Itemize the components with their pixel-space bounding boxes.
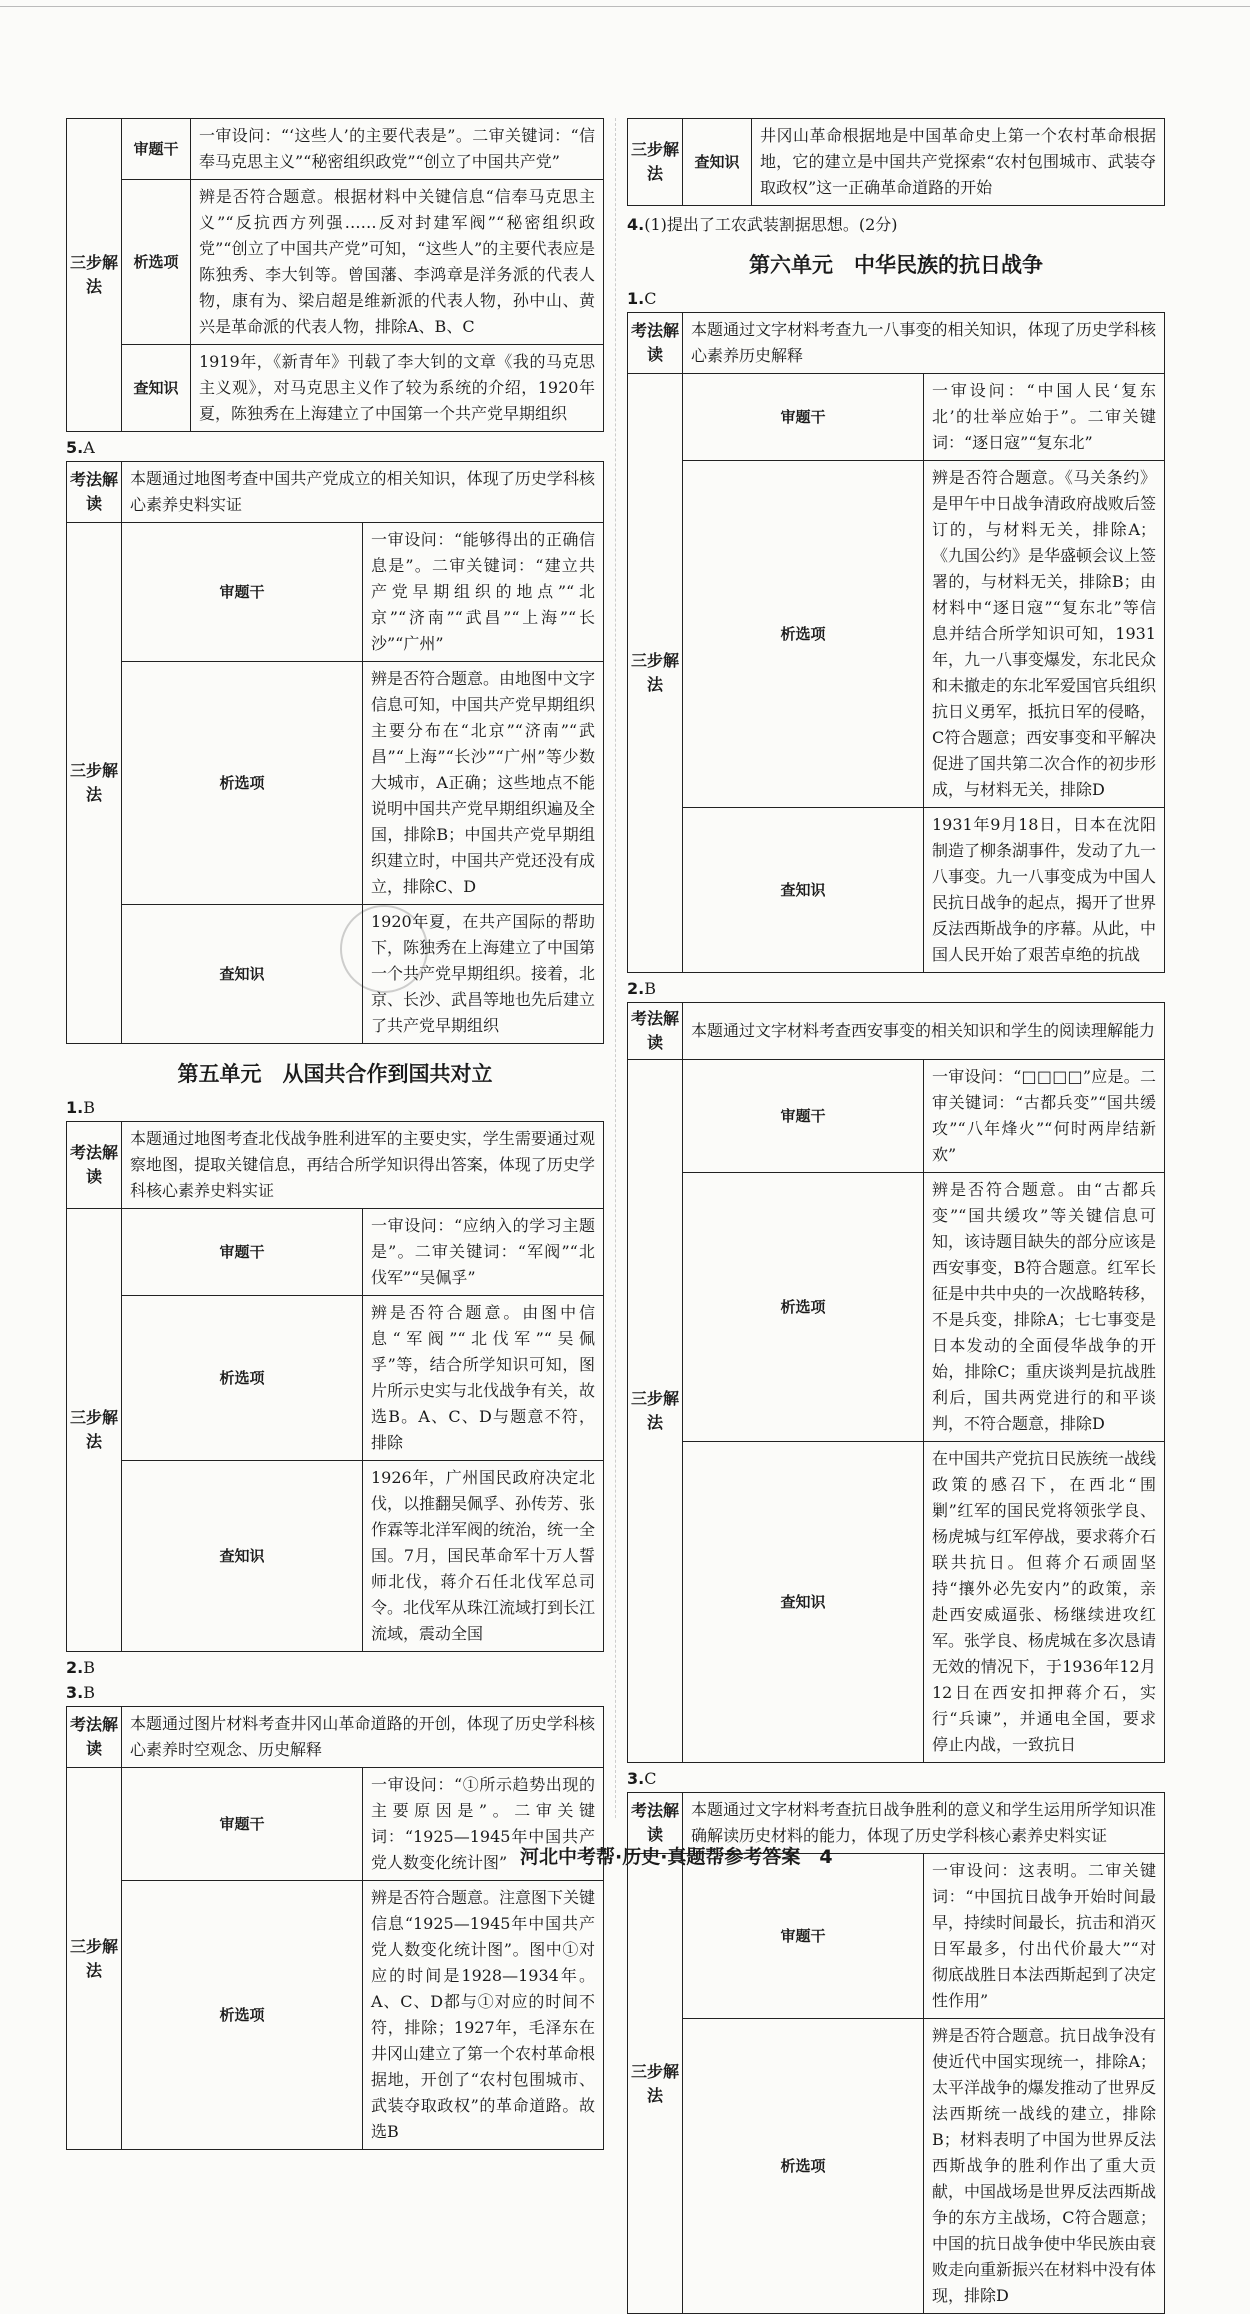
u5-q2-answer (66, 1658, 604, 1677)
u6-q1-answer-letter: C (644, 289, 657, 308)
step-label: 三步解法 (628, 1060, 683, 1763)
xuanxiang-label: 析选项 (122, 662, 363, 905)
xuanxiang-label: 析选项 (122, 180, 191, 345)
zhishi-text: 1926年，广州国民政府决定北伐，以推翻吴佩孚、孙传芳、张作霖等北洋军阀的统治，统一全国。7月，国民革命军十万人誓师北伐，蒋介石任北伐军总司令。北伐军从珠江流域打到长江流域，震动全国 (363, 1461, 604, 1652)
shentigan-label: 审题干 (683, 374, 924, 461)
step-label: 三步解法 (67, 523, 122, 1044)
shentigan-text: 一审设问：“①所示趋势出现的主要原因是”。二审关键词：“1925—1945年中国共产党人数变化统计图” (363, 1768, 604, 1881)
shentigan-label: 审题干 (122, 523, 363, 662)
kaofa-text: 本题通过文字材料考查抗日战争胜利的意义和学生运用所学知识准确解读历史材料的能力，体现了历史学科核心素养史料实证 (683, 1793, 1165, 1854)
u5-q3-answer (66, 1683, 604, 1702)
kaofa-text: 本题通过文字材料考查西安事变的相关知识和学生的阅读理解能力 (683, 1003, 1165, 1060)
q5-analysis-table (66, 461, 604, 1044)
u6-q2-answer (627, 979, 1165, 998)
q5-answer-letter: A (83, 438, 95, 457)
xuanxiang-text: 辨是否符合题意。抗日战争没有使近代中国实现统一，排除A；太平洋战争的爆发推动了世界反法西斯统一战线的建立，排除B；材料表明了中国为世界反法西斯战争的胜利作出了重大贡献，中国战场是世界反法西斯战争的东方主战场，C符合题意；中国的抗日战争使中华民族由衰败走向重新振兴在材料中没有体现，排除D (924, 2019, 1165, 2314)
u6-q2-analysis-table (627, 1002, 1165, 1763)
kaofa-text: 本题通过地图考查北伐战争胜利进军的主要史实，学生需要通过观察地图，提取关键信息，再结合所学知识得出答案，体现了历史学科核心素养史料实证 (122, 1122, 604, 1209)
q5-answer (66, 438, 604, 457)
u6-q1-answer (627, 289, 1165, 308)
shentigan-text: 一审设问：“‘这些人’的主要代表是”。二审关键词：“信奉马克思主义”“秘密组织政党”“创立了中国共产党” (191, 119, 604, 180)
u5-q1-answer-letter: B (83, 1098, 95, 1117)
u6-q1-number: 1. (627, 289, 645, 308)
xuanxiang-text: 辨是否符合题意。根据材料中关键信息“信奉马克思主义”“反抗西方列强……反对封建军阀”“秘密组织政党”“创立了中国共产党”可知，“这些人”的主要代表应是陈独秀、李大钊等。曾国藩、李鸿章是洋务派的代表人物，康有为、梁启超是维新派的代表人物，孙中山、黄兴是革命派的代表人物，排除A、B、C (191, 180, 604, 345)
zhishi-text: 井冈山革命根据地是中国革命史上第一个农村革命根据地，它的建立是中国共产党探索“农村包围城市、武装夺取政权”这一正确革命道路的开始 (752, 119, 1165, 206)
shentigan-label: 审题干 (122, 1768, 363, 1881)
u5-q2-answer-letter: B (83, 1658, 95, 1677)
xuanxiang-text: 辨是否符合题意。由图中信息“军阀”“北伐军”“吴佩孚”等，结合所学知识可知，图片所示史实与北伐战争有关，故选B。A、C、D与题意不符，排除 (363, 1296, 604, 1461)
u5-q2-number: 2. (66, 1658, 84, 1677)
zhishi-label: 查知识 (122, 905, 363, 1044)
unit5-title: 第五单元 从国共合作到国共对立 (177, 1062, 493, 1086)
u6-q3-answer (627, 1769, 1165, 1788)
kaofa-label: 考法解读 (67, 1122, 122, 1209)
kaofa-label: 考法解读 (67, 1707, 122, 1768)
step-label: 三步解法 (628, 374, 683, 973)
zhishi-label: 查知识 (683, 1442, 924, 1763)
shentigan-text: 一审设问：“中国人民‘复东北’的壮举应始于”。二审关键词：“逐日寇”“复东北” (924, 374, 1165, 461)
kaofa-label: 考法解读 (628, 313, 683, 374)
zhishi-text: 1920年夏，在共产国际的帮助下，陈独秀在上海建立了中国第一个共产党早期组织。接着，北京、长沙、武昌等地也先后建立了共产党早期组织 (363, 905, 604, 1044)
kaofa-label: 考法解读 (67, 462, 122, 523)
xuanxiang-label: 析选项 (122, 1296, 363, 1461)
kaofa-label: 考法解读 (628, 1003, 683, 1060)
xuanxiang-text: 辨是否符合题意。由地图中文字信息可知，中国共产党早期组织主要分布在“北京”“济南”“武昌”“上海”“长沙”“广州”等少数大城市，A正确；这些地点不能说明中国共产党早期组织遍及全国，排除B；中国共产党早期组织建立时，中国共产党还没有成立，排除C、D (363, 662, 604, 905)
zhishi-label: 查知识 (122, 345, 191, 432)
xuanxiang-label: 析选项 (122, 1881, 363, 2150)
step-label: 三步解法 (628, 119, 683, 206)
u5-q1-answer (66, 1098, 604, 1117)
u5-q1-analysis-table (66, 1121, 604, 1652)
shentigan-text: 一审设问：“能够得出的正确信息是”。二审关键词：“建立共产党早期组织的地点”“北京”“济南”“武昌”“上海”“长沙”“广州” (363, 523, 604, 662)
zhishi-label: 查知识 (122, 1461, 363, 1652)
zhishi-text: 在中国共产党抗日民族统一战线政策的感召下，在西北“围剿”红军的国民党将领张学良、杨虎城与红军停战，要求蒋介石联共抗日。但蒋介石顽固坚持“攘外必先安内”的政策，亲赴西安威逼张、杨继续进攻红军。张学良、杨虎城在多次恳请无效的情况下，于1936年12月12日在西安扣押蒋介石，实行“兵谏”，并通电全国，要求停止内战，一致抗日 (924, 1442, 1165, 1763)
u5-q3-number: 3. (66, 1683, 84, 1702)
shentigan-label: 审题干 (683, 1854, 924, 2019)
kaofa-label: 考法解读 (628, 1793, 683, 1854)
q5-number: 5. (66, 438, 84, 457)
step-label: 三步解法 (628, 1854, 683, 2314)
xuanxiang-text: 辨是否符合题意。注意图下关键信息“1925—1945年中国共产党人数变化统计图”。图中①对应的时间是1928—1934年。A、C、D都与①对应的时间不符，排除；1927年，毛泽东在井冈山建立了第一个农村革命根据地，开创了“农村包围城市、武装夺取政权”的革命道路。故选B (363, 1881, 604, 2150)
u6-q3-number: 3. (627, 1769, 645, 1788)
zhishi-label: 查知识 (683, 119, 752, 206)
unit6-title: 第六单元 中华民族的抗日战争 (749, 253, 1043, 277)
xuanxiang-label: 析选项 (683, 1173, 924, 1442)
step-label: 三步解法 (67, 1209, 122, 1652)
step-label: 三步解法 (67, 1768, 122, 2150)
shentigan-label: 审题干 (122, 1209, 363, 1296)
q4-number: 4. (627, 215, 645, 234)
q4-answer-text: (1)提出了工农武装割据思想。(2分) (644, 215, 898, 234)
shentigan-text: 一审设问：这表明。二审关键词：“中国抗日战争开始时间最早，持续时间最长，抗击和消灭日军最多，付出代价最大”“对彻底战胜日本法西斯起到了决定性作用” (924, 1854, 1165, 2019)
u6-q2-answer-letter: B (644, 979, 656, 998)
page-footer: 河北中考帮·历史·真题帮参考答案 4 (520, 1846, 833, 1868)
kaofa-text: 本题通过文字材料考查九一八事变的相关知识，体现了历史学科核心素养历史解释 (683, 313, 1165, 374)
kaofa-text: 本题通过地图考查中国共产党成立的相关知识，体现了历史学科核心素养史料实证 (122, 462, 604, 523)
xuanxiang-label: 析选项 (683, 2019, 924, 2314)
q4-answer (627, 212, 1165, 235)
xuanxiang-label: 析选项 (683, 461, 924, 808)
u5-q1-number: 1. (66, 1098, 84, 1117)
zhishi-label: 查知识 (683, 808, 924, 973)
q4-analysis-table (66, 118, 604, 432)
xuanxiang-text: 辨是否符合题意。《马关条约》是甲午中日战争清政府战败后签订的，与材料无关，排除A；《九国公约》是华盛顿会议上签署的，与材料无关，排除B；由材料中“逐日寇”“复东北”等信息并结合所学知识可知，1931年，九一八事变爆发，东北民众和未撤走的东北军爱国官兵组织抗日义勇军，抵抗日军的侵略，C符合题意；西安事变和平解决促进了国共第二次合作的初步形成，与材料无关，排除D (924, 461, 1165, 808)
kaofa-text: 本题通过图片材料考查井冈山革命道路的开创，体现了历史学科核心素养时空观念、历史解释 (122, 1707, 604, 1768)
page-top-rule (0, 0, 1250, 7)
right-column (627, 118, 1165, 2314)
shentigan-text: 一审设问：“□□□□”应是。二审关键词：“古都兵变”“国共缓攻”“八年烽火”“何时两岸结新欢” (924, 1060, 1165, 1173)
u6-q2-number: 2. (627, 979, 645, 998)
shentigan-label: 审题干 (122, 119, 191, 180)
u6-q1-analysis-table (627, 312, 1165, 973)
zhishi-text: 1931年9月18日，日本在沈阳制造了柳条湖事件，发动了九一八事变。九一八事变成为中国人民抗日战争的起点，揭开了世界反法西斯战争的序幕。从此，中国人民开始了艰苦卓绝的抗战 (924, 808, 1165, 973)
shentigan-label: 审题干 (683, 1060, 924, 1173)
zhishi-text: 1919年，《新青年》刊载了李大钊的文章《我的马克思主义观》，对马克思主义作了较为系统的介绍，1920年夏，陈独秀在上海建立了中国第一个共产党早期组织 (191, 345, 604, 432)
step-label: 三步解法 (67, 119, 122, 432)
u6-q3-answer-letter: C (644, 1769, 657, 1788)
u6-q3-analysis-table (627, 1792, 1165, 2314)
column-divider (615, 118, 616, 1818)
u5-q3-analysis-table (66, 1706, 604, 2150)
q3-continued-table (627, 118, 1165, 206)
xuanxiang-text: 辨是否符合题意。由“古都兵变”“国共缓攻”等关键信息可知，该诗题目缺失的部分应该是西安事变，B符合题意。红军长征是中共中央的一次战略转移，不是兵变，排除A；七七事变是日本发动的全面侵华战争的开始，排除C；重庆谈判是抗战胜利后，国共两党进行的和平谈判，不符合题意，排除D (924, 1173, 1165, 1442)
shentigan-text: 一审设问：“应纳入的学习主题是”。二审关键词：“军阀”“北伐军”“吴佩孚” (363, 1209, 604, 1296)
u5-q3-answer-letter: B (83, 1683, 95, 1702)
